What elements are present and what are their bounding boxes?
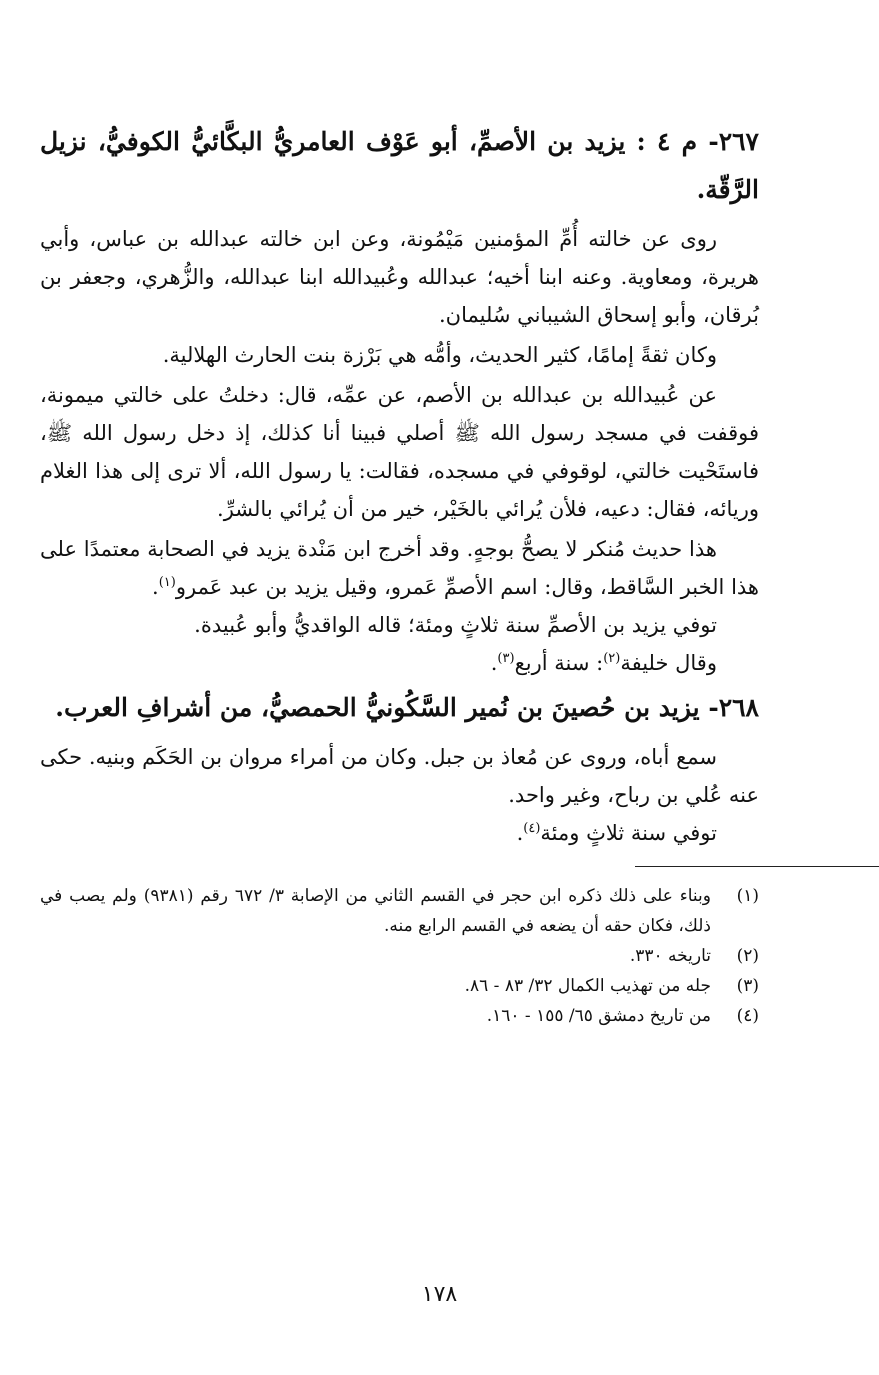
footnote-number: (٣) bbox=[736, 976, 759, 996]
entry-267-paragraph: وكان ثقةً إمامًا، كثير الحديث، وأمُّه هي بَرْزة بنت الحارث الهلالية. bbox=[162, 343, 717, 367]
footnote-text: جله من تهذيب الكمال ٣٢/ ٨٣ - ٨٦. bbox=[464, 976, 711, 996]
entry-268-paragraph: سمع أباه، وروى عن مُعاذ بن جبل. وكان من أمراء مروان بن الحَكَم وبنيه. حكى عنه عُلي بن رباح، وغير واحد. bbox=[40, 745, 759, 807]
paragraph-text: : سنة أربع bbox=[514, 651, 604, 675]
footnote-text: من تاريخ دمشق ٦٥/ ١٥٥ - ١٦٠. bbox=[486, 1006, 711, 1026]
footnote-ref: (٤) bbox=[523, 821, 541, 836]
paragraph-text: وقال خليفة bbox=[620, 651, 717, 675]
footnote bbox=[40, 971, 759, 1001]
entry-268-heading: ٢٦٨- يزيد بن حُصينَ بن نُمير السَّكُونيُّ الحمصيُّ، من أشرافِ العرب. bbox=[55, 693, 759, 722]
footnote-ref: (١) bbox=[158, 575, 176, 590]
entry-267-heading: ٢٦٧- م ٤ : يزيد بن الأصمِّ، أبو عَوْف العامريُّ البكَّائيُّ الكوفيُّ، نزيل الرَّقّة. bbox=[40, 127, 759, 204]
entry-267-paragraph: عن عُبيدالله بن عبدالله بن الأصم، عن عمِّه، قال: دخلتُ على خالتي ميمونة، فوقفت في مسجد رسول الله ﷺ أصلي فبينا أنا كذلك، إذ دخل رسول الله ﷺ، فاستَحْيت خالتي، لوقوفي في مسجده، فقالت: يا رسول الله، ألا ترى إلى هذا الغلام وريائه، فقال: دعيه، فلأن يُرائي بالخَيْر، خير من أن يُرائي بالشرِّ. bbox=[40, 383, 759, 521]
footnote bbox=[40, 1001, 759, 1031]
footnotes bbox=[40, 881, 759, 1031]
footnote-number: (٢) bbox=[736, 946, 759, 966]
footnote-text: وبناء على ذلك ذكره ابن حجر في القسم الثاني من الإصابة ٣/ ٦٧٢ رقم (٩٣٨١) ولم يصب في ذلك، فكان حقه أن يضعه في القسم الرابع منه. bbox=[40, 886, 711, 936]
entry-267-paragraph: توفي يزيد بن الأصمِّ سنة ثلاثٍ ومئة؛ قاله الواقديُّ وأبو عُبيدة. bbox=[194, 613, 717, 637]
footnote bbox=[40, 881, 759, 941]
page-number: ١٧٨ bbox=[421, 1282, 458, 1307]
entry-267-paragraph: هذا حديث مُنكر لا يصحُّ بوجهٍ. وقد أخرج ابن مَنْدة يزيد في الصحابة معتمدًا على هذا الخبر السَّاقط، وقال: اسم الأصمِّ عَمرو، وقيل يزيد بن عبد عَمرو$^{(١)}$. bbox=[40, 537, 759, 599]
entry-268-paragraph: توفي سنة ثلاثٍ ومئة$^{(٤)}$. bbox=[516, 821, 717, 845]
footnote-number: (١) bbox=[736, 886, 759, 906]
entry-267-paragraph: وقال خليفة$^{(٢)}$: سنة أربع$^{(٣)}$. bbox=[490, 651, 717, 675]
footnote bbox=[40, 941, 759, 971]
footnote-ref: (٣) bbox=[497, 651, 515, 666]
footnote-ref: (٢) bbox=[603, 651, 621, 666]
footnote-text: تاريخه ٣٣٠. bbox=[629, 946, 711, 966]
paragraph-text: توفي سنة ثلاثٍ ومئة bbox=[540, 821, 717, 845]
footnote-divider bbox=[635, 866, 879, 867]
paragraph-text: هذا حديث مُنكر لا يصحُّ بوجهٍ. وقد أخرج ابن مَنْدة يزيد في الصحابة معتمدًا على هذا الخبر السَّاقط، وقال: اسم الأصمِّ عَمرو، وقيل يزيد بن عبد عَمرو bbox=[40, 537, 759, 599]
footnote-divider-wrap bbox=[40, 866, 759, 867]
footnote-number: (٤) bbox=[736, 1006, 759, 1026]
entry-267-paragraph: روى عن خالته أُمِّ المؤمنين مَيْمُونة، وعن ابن خالته عبدالله بن عباس، وأبي هريرة، ومعاوية. وعنه ابنا أخيه؛ عبدالله وعُبيدالله ابنا عبدالله، والزُّهري، وجعفر بن بُرقان، وأبو إسحاق الشيباني سُليمان. bbox=[40, 227, 759, 327]
